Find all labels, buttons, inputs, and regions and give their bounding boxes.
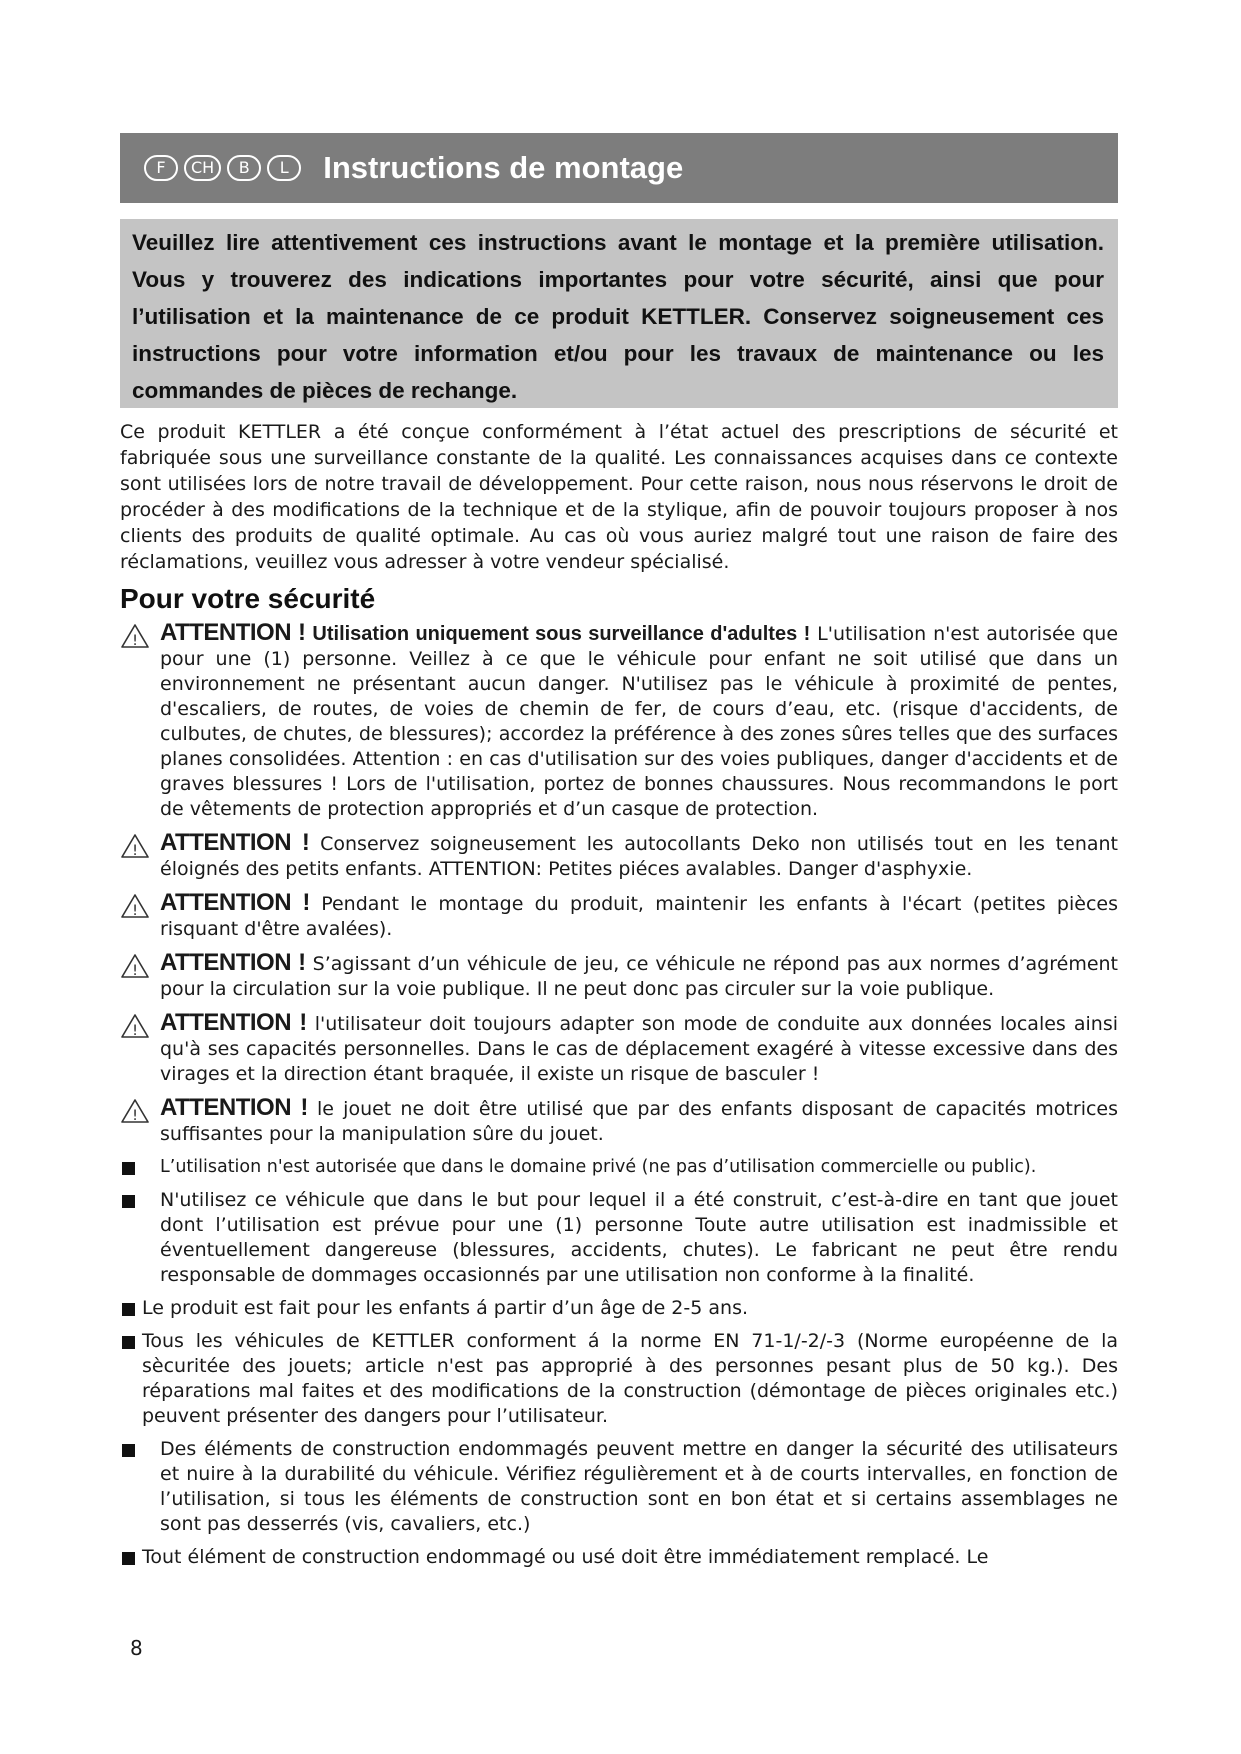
page-number: 8 [130, 1636, 143, 1660]
square-bullet-icon [122, 1162, 135, 1175]
svg-text:!: ! [132, 843, 138, 859]
warning-item [120, 830, 1118, 882]
bullet-text: Des éléments de construction endommagés peuvent mettre en danger la sécurité des utilisateurs et nuire à la durabilité du véhicule. Vérifiez régulièrement et à de courts intervalles, en fonction de l’utilisation, si tous les éléments de construction sont en bon état et si certains assemblages ne sont pas desserrés (vis, cavaliers, etc.) [160, 1438, 1118, 1535]
square-bullet-icon [122, 1444, 135, 1457]
warning-triangle-icon [120, 623, 150, 649]
section-title: Pour votre sécurité [120, 583, 376, 614]
warning-text: l'utilisateur doit toujours adapter son mode de conduite aux données locales ainsi qu'à ses capacités personnelles. Dans le cas de déplacement exagéré à vitesse excessive dans des virages et la direction étant braquée, il existe un risque de basculer ! [160, 1013, 1118, 1085]
warning-keyword: ATTENTION ! [160, 829, 310, 856]
warning-keyword: ATTENTION ! [160, 949, 306, 976]
bullet-item [120, 1329, 1118, 1429]
bullet-item [120, 1296, 1118, 1321]
warning-text: S’agissant d’un véhicule de jeu, ce véhicule ne répond pas aux normes d’agrément pour la circulation sur la voie publique. Il ne peut donc pas circuler sur la voie publique. [160, 953, 1119, 1000]
warning-item [120, 1010, 1118, 1087]
header-bar [120, 133, 1118, 203]
bullet-item [120, 1545, 1118, 1570]
bullet-text: Tous les véhicules de KETTLER conforment á la norme EN 71-1/-2/-3 (Norme européenne de la sècuritée des jouets; article n'est pas approprié à des personnes pesant plus de 50 kg.). Des réparations mal faites et des modifications de la construction (démontage de pièces originales etc.) peuvent présenter des dangers pour l’utilisateur. [142, 1330, 1118, 1427]
square-bullet-icon [122, 1336, 135, 1349]
bullet-text: Tout élément de construction endommagé ou usé doit être immédiatement remplacé. Le [142, 1546, 989, 1568]
warning-keyword: ATTENTION ! [160, 1094, 308, 1121]
lang-badge-l: L [267, 155, 301, 181]
warning-keyword: ATTENTION ! [160, 889, 310, 916]
warning-text: Pendant le montage du produit, maintenir les enfants à l'écart (petites pièces risquant d'être avalées). [160, 893, 1118, 940]
safety-list [120, 620, 1118, 1578]
svg-text:!: ! [132, 1023, 138, 1039]
bullet-text: L’utilisation n'est autorisée que dans le domaine privé (ne pas d’utilisation commercielle ou public). [160, 1157, 1037, 1177]
warning-item [120, 950, 1118, 1002]
warning-text: L'utilisation n'est autorisée que pour une (1) personne. Veillez à ce que le véhicule pour enfant ne soit utilisé que dans un environnement ne présentant aucun danger. N'utilisez pas le véhicule à proximité de pentes, d'escaliers, de routes, de voies de chemin de fer, de cours d’eau, etc. (risque d'accidents, de culbutes, de chutes, de blessures); accordez la préférence à des zones sûres telles que des surfaces planes consolidées. Attention : en cas d'utilisation sur des voies publiques, danger d'accidents et de graves blessures ! Lors de l'utilisation, portez de bonnes chaussures. Nous recommandons le port de vêtements de protection appropriés et d’un casque de protection. [160, 623, 1119, 820]
lang-badge-b: B [227, 155, 261, 181]
bullet-item [120, 1155, 1118, 1180]
warning-item [120, 890, 1118, 942]
warning-keyword: ATTENTION ! [160, 619, 306, 646]
warning-subtitle: Utilisation uniquement sous surveillance d'adultes ! [312, 623, 811, 645]
warning-triangle-icon [120, 953, 150, 979]
square-bullet-icon [122, 1552, 135, 1565]
warning-triangle-icon [120, 833, 150, 859]
warning-item [120, 620, 1118, 822]
warning-text: le jouet ne doit être utilisé que par des enfants disposant de capacités motrices suffisantes pour la manipulation sûre du jouet. [160, 1098, 1119, 1145]
intro-box [120, 219, 1118, 408]
bullet-text: N'utilisez ce véhicule que dans le but pour lequel il a été construit, c’est-à-dire en tant que jouet dont l’utilisation est prévue pour une (1) personne Toute autre utilisation est inadmissible et éventuellement dangereuse (blessures, accidents, chutes). Le fabricant ne peut être rendu responsable de dommages occasionnés par une utilisation non conforme à la finalité. [160, 1189, 1118, 1286]
bullet-item [120, 1437, 1118, 1537]
intro-text: Veuillez lire attentivement ces instructions avant le montage et la première utilisation. Vous y trouverez des indications importantes pour votre sécurité, ainsi que pour l’utilisation et la maintenance de ce produit KETTLER. Conservez soigneusement ces instructions pour votre information et/ou pour les travaux de maintenance ou les commandes de pièces de rechange. [132, 230, 1104, 403]
page-title: Instructions de montage [323, 150, 684, 185]
lang-badge-ch: CH [184, 155, 221, 181]
lang-badge-f: F [144, 155, 178, 181]
bullet-text: Le produit est fait pour les enfants á partir d’un âge de 2-5 ans. [142, 1297, 749, 1319]
warning-triangle-icon [120, 893, 150, 919]
warning-triangle-icon [120, 1098, 150, 1124]
square-bullet-icon [122, 1303, 135, 1316]
square-bullet-icon [122, 1195, 135, 1208]
svg-text:!: ! [132, 903, 138, 919]
language-badges [144, 155, 301, 181]
warning-keyword: ATTENTION ! [160, 1009, 307, 1036]
warning-triangle-icon [120, 1013, 150, 1039]
svg-text:!: ! [132, 963, 138, 979]
warning-text: Conservez soigneusement les autocollants Deko non utilisés tout en les tenant éloignés des petits enfants. ATTENTION: Petites piéces avalables. Danger d'asphyxie. [160, 833, 1118, 880]
warning-item [120, 1095, 1118, 1147]
body-paragraph: Ce produit KETTLER a été conçue conformément à l’état actuel des prescriptions de sécurité et fabriquée sous une surveillance constante de la qualité. Les connaissances acquises dans ce contexte sont utilisées lors de notre travail de développement. Pour cette raison, nous nous réservons le droit de procéder à des modifications de la technique et de la stylique, afin de pouvoir toujours proposer à nos clients des produits de qualité optimale. Au cas où vous auriez malgré tout une raison de faire des réclamations, veuillez vous adresser à votre vendeur spécialisé. [120, 421, 1118, 573]
svg-text:!: ! [132, 1108, 138, 1124]
svg-text:!: ! [132, 633, 138, 649]
bullet-item [120, 1188, 1118, 1288]
